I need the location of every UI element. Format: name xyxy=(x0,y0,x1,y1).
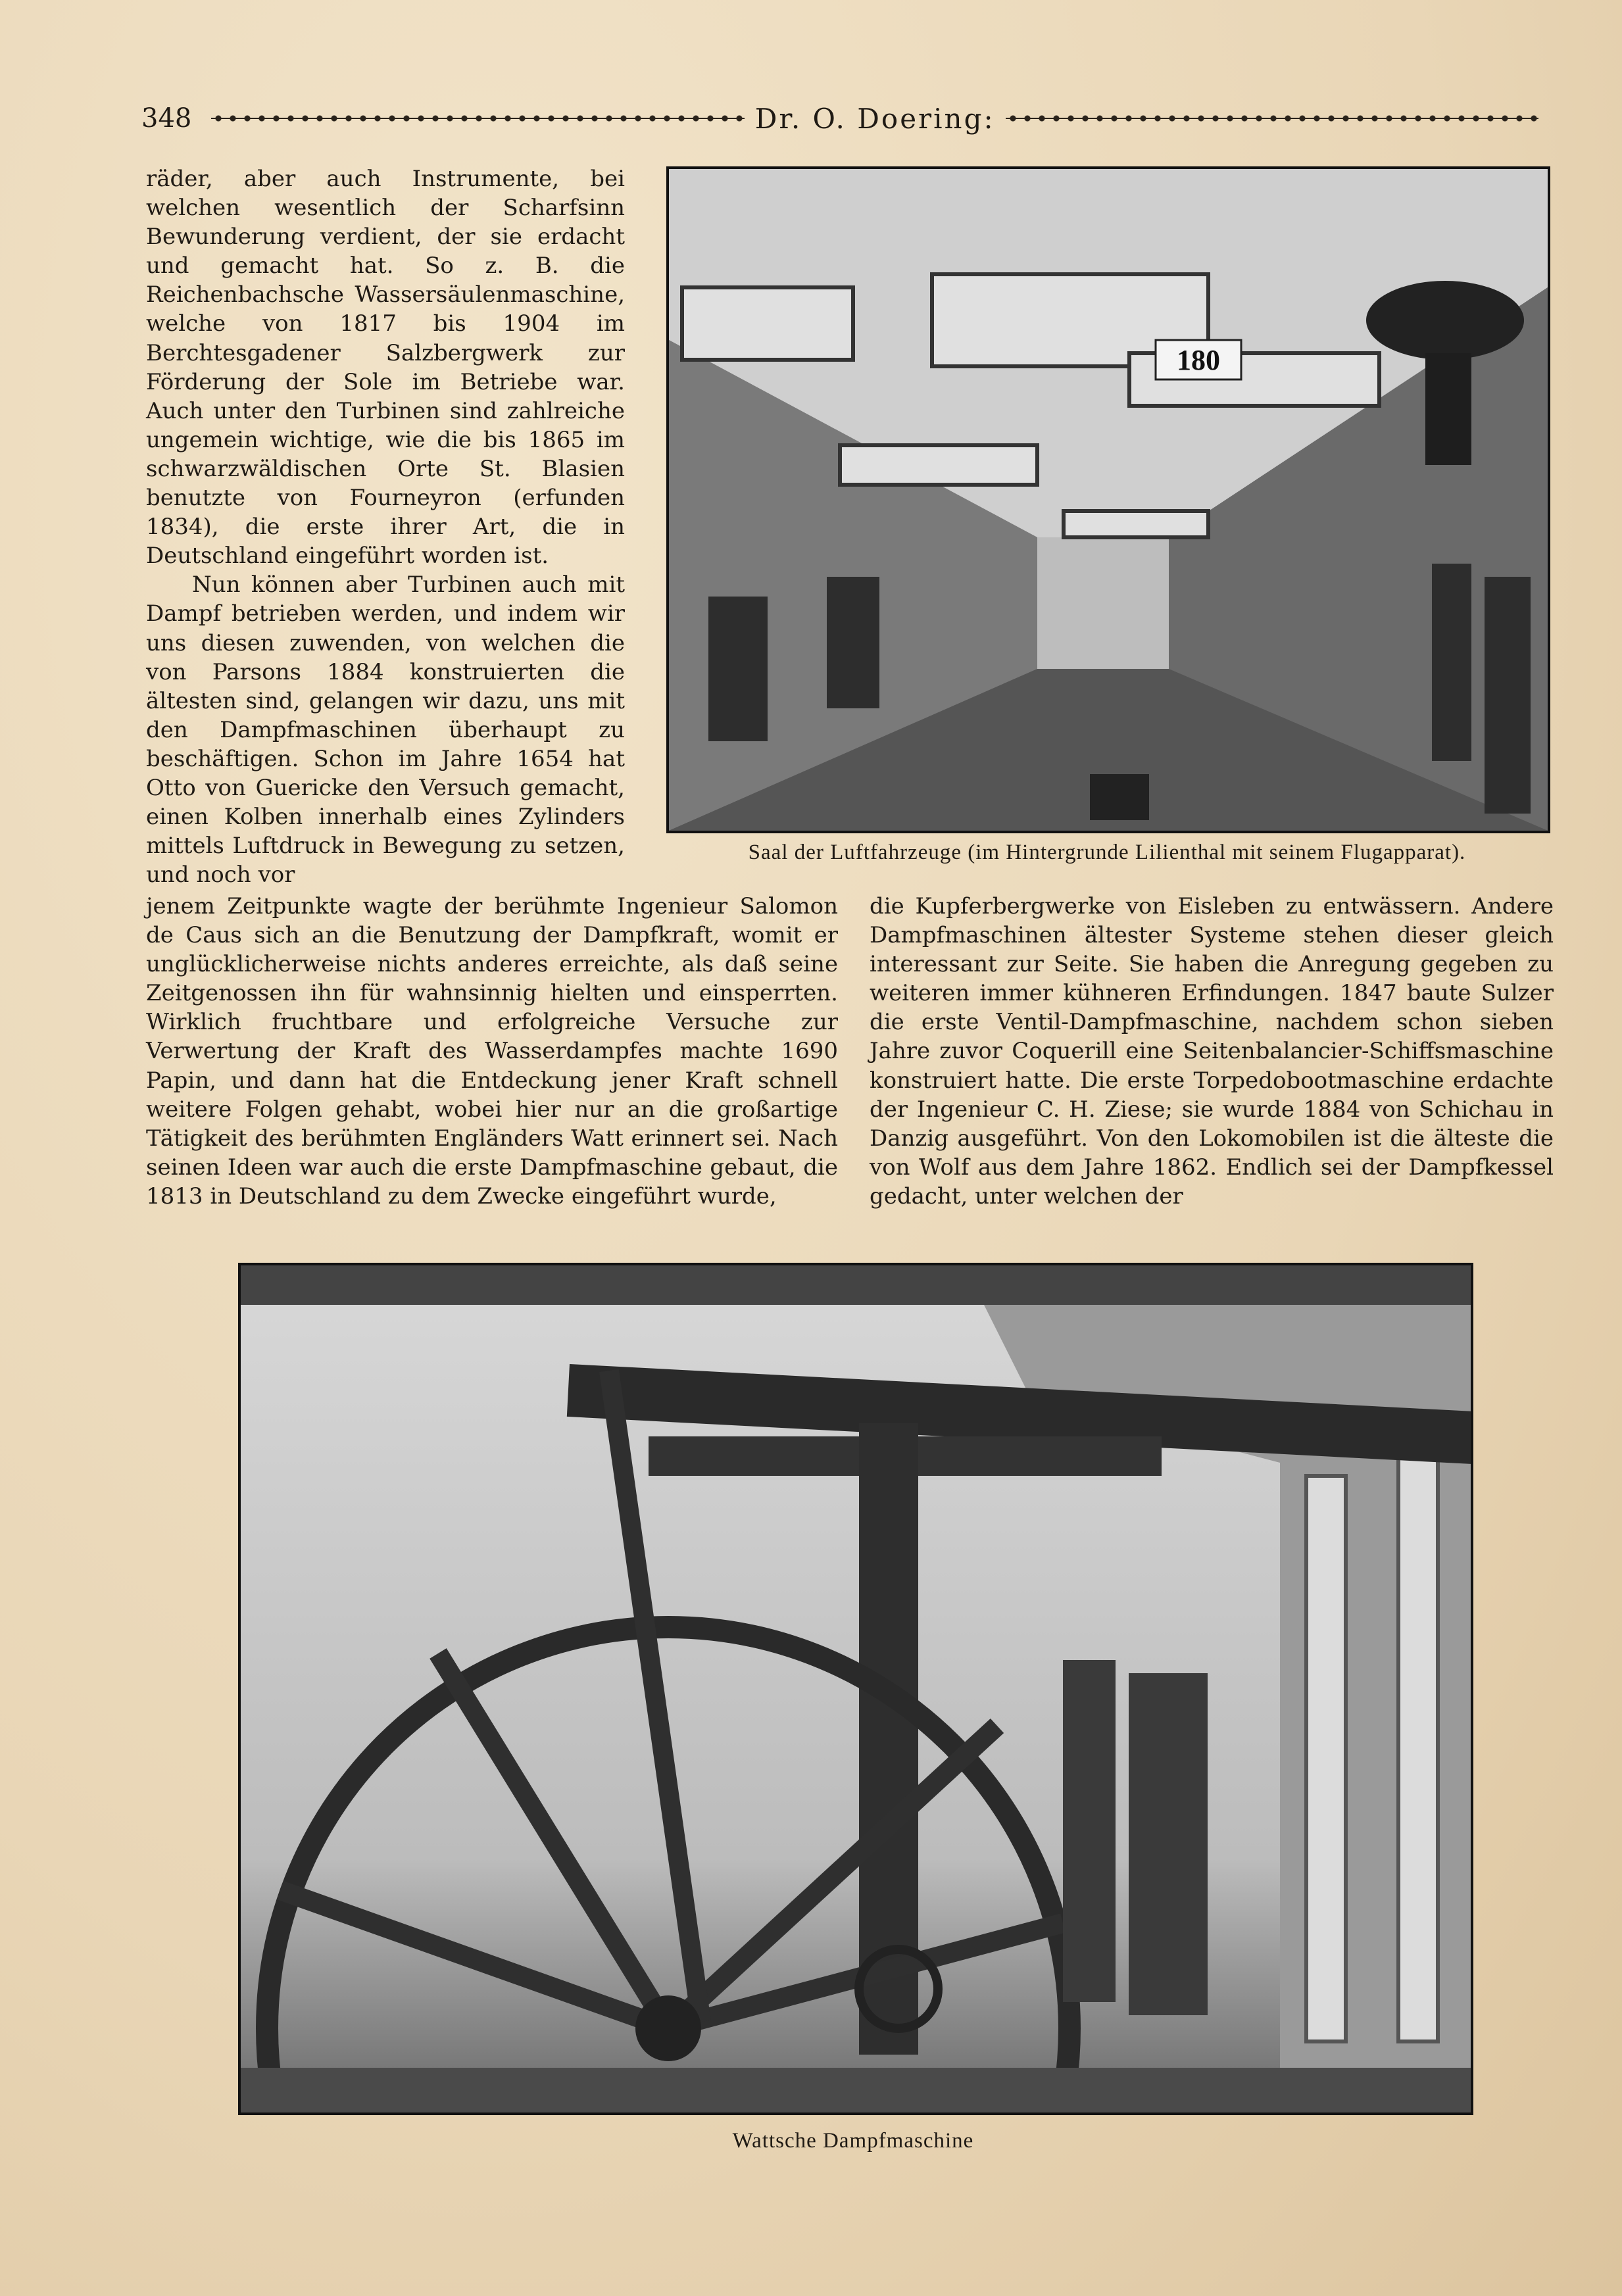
steam-engine-illustration xyxy=(241,1265,1471,2113)
page-number: 348 xyxy=(141,103,192,134)
ornament-right xyxy=(1006,113,1538,124)
steam-engine-photo xyxy=(238,1263,1473,2115)
column-left-lower: jenem Zeitpunkte wagte der berühmte Ingenieur Salomon de Caus sich an die Benutzung der Dampfkraft, womit er unglücklicherweise nichts anderes erreichte, als daß seine Zeitgenossen ihn für wahnsinnig hielten und einsperrten. Wirklich fruchtbare und erfolgreiche Versuche zur Verwertung der Kraft des Wasserdampfes machte 1690 Papin, und dann hat die Entdeckung jener Kraft schnell weitere Folgen gehabt, wobei hier nur an die großartige Tätigkeit des berühmten Engländers Watt erinnert sei. Nach seinen Ideen war auch die erste Dampfmaschine gebaut, die 1813 in Deutschland zu dem Zwecke eingeführt wurde, xyxy=(146,893,838,1209)
airship-hall-illustration xyxy=(669,169,1548,831)
ornament-left xyxy=(211,113,744,124)
paragraph: Nun können aber Turbinen auch mit Dampf betrieben werden, und indem wir uns diesen zuwenden, von welchen die von Parsons 1884 konstruierten die ältesten sind, gelangen wir dazu, uns mit den Dampfmaschinen überhaupt zu beschäftigen. Schon im Jahre 1654 hat Otto von Guericke den Versuch gemacht, einen Kolben innerhalb eines Zylinders mittels Luftdruck in Bewegung zu setzen, und noch vor xyxy=(146,572,625,889)
figure-caption-bottom: Wattsche Dampfmaschine xyxy=(732,2129,974,2153)
column-right-lower: die Kupferbergwerke von Eisleben zu entwässern. Andere Dampfmaschinen ältester Systeme stehen dieser gleich interessant zur Seite. Sie haben die Anregung gegeben zu weiteren immer kühneren Erfindungen. 1847 baute Sulzer die erste Ventil-Dampfmaschine, nachdem schon sieben Jahre zuvor Coquerill eine Seitenbalancier-Schiffsmaschine konstruiert hatte. Die erste Torpedobootmaschine erdachte der Ingenieur C. H. Ziese; sie wurde 1884 von Schichau in Danzig ausgeführt. Von den Lokomobilen ist die älteste die von Wolf aus dem Jahre 1862. Endlich sei der Dampfkessel gedacht, unter welchen der xyxy=(870,893,1554,1209)
plane-number: 180 xyxy=(1177,344,1220,376)
figure-caption-top: Saal der Luftfahrzeuge (im Hintergrunde Lilienthal mit seinem Flugapparat). xyxy=(748,841,1466,864)
airship-hall-photo xyxy=(666,166,1550,833)
running-title: Dr. O. Doering: xyxy=(754,102,995,135)
column-left-upper xyxy=(146,164,625,901)
paragraph: räder, aber auch Instrumente, bei welchen wesentlich der Scharfsinn Bewunderung verdient, der sie erdacht und gemacht hat. So z. B. die Reichenbachsche Wassersäulenmaschine, welche von 1817 bis 1904 im Berchtesgadener Salzbergwerk zur Förderung der Sole im Betriebe war. Auch unter den Turbinen sind zahlreiche ungemein wichtige, wie die bis 1865 im schwarzwäldischen Orte St. Blasien benutzte von Fourneyron (erfunden 1834), die erste ihrer Art, die in Deutschland eingeführt worden ist. xyxy=(146,166,625,570)
running-header xyxy=(141,99,1549,138)
